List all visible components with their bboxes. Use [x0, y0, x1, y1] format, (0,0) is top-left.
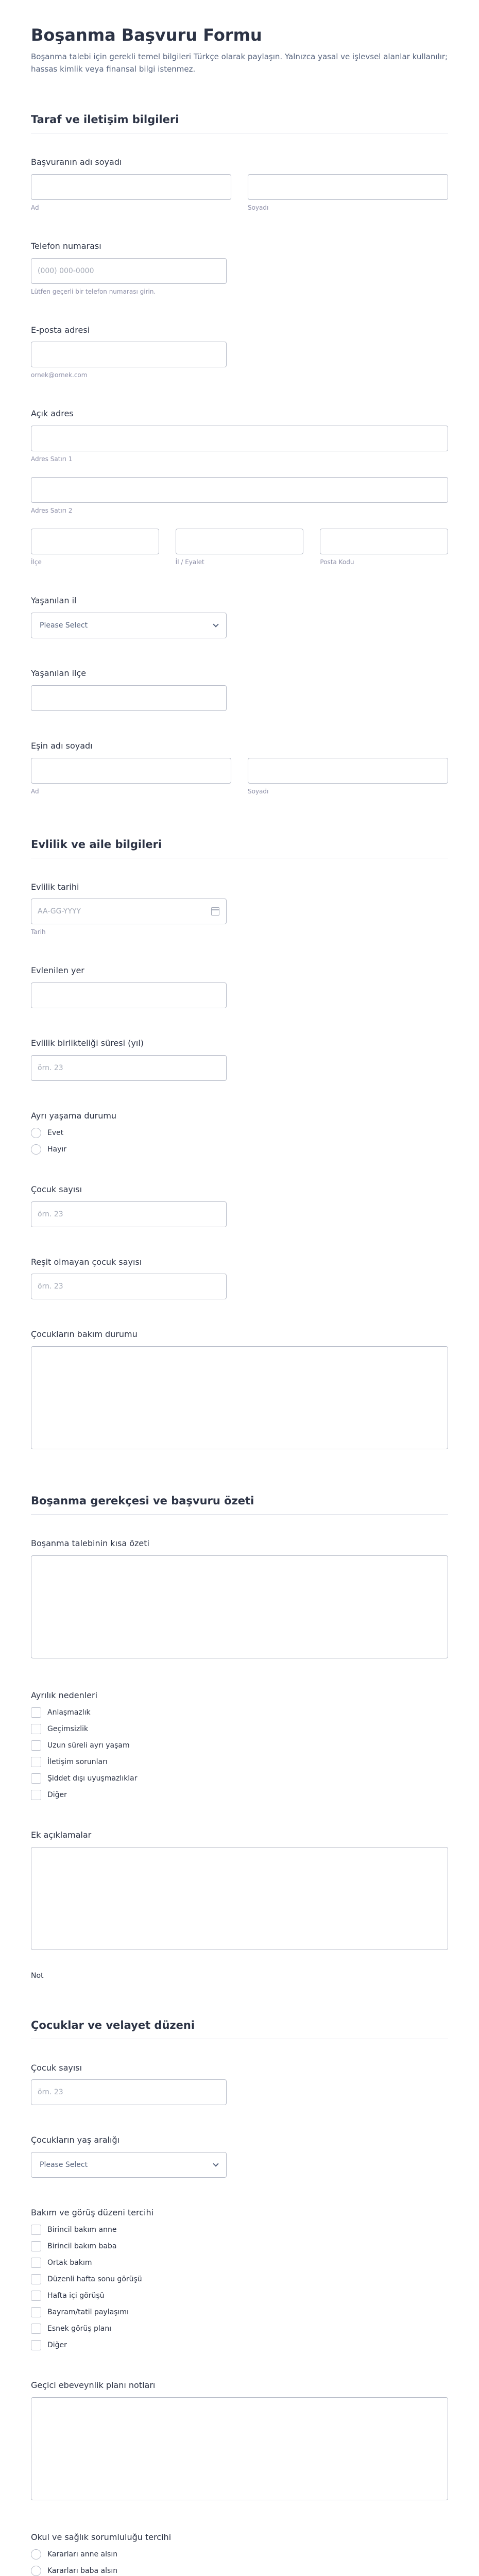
sublabel: Adres Satırı 1	[31, 455, 73, 463]
extra-notes-textarea[interactable]	[31, 1847, 448, 1950]
note-text: Not	[31, 1971, 44, 1980]
minor-children-field	[31, 1257, 448, 1300]
first-name-input[interactable]	[31, 174, 231, 200]
summary-field	[31, 1538, 448, 1660]
calendar-icon[interactable]	[211, 907, 219, 916]
checkbox[interactable]	[31, 2225, 41, 2235]
sublabel: İl / Eyalet	[175, 558, 204, 566]
spouse-last-name-input[interactable]	[248, 758, 448, 784]
option-label: Hayır	[47, 1145, 67, 1154]
age-range-field	[31, 2135, 448, 2178]
parenting-plan-field	[31, 2380, 448, 2502]
sublabel: Soyadı	[248, 204, 269, 211]
checkbox[interactable]	[31, 1724, 41, 1734]
field-label: Boşanma talebinin kısa özeti	[31, 1538, 149, 1549]
sublabel: Posta Kodu	[320, 558, 354, 566]
field-label: Yaşanılan il	[31, 596, 77, 606]
checkbox[interactable]	[31, 2307, 41, 2317]
checkbox[interactable]	[31, 1757, 41, 1767]
address-field	[31, 409, 448, 566]
checkbox[interactable]	[31, 2241, 41, 2251]
sublabel: Adres Satırı 2	[31, 507, 73, 515]
section-title-reasons: Boşanma gerekçesi ve başvuru özeti	[31, 1481, 448, 1515]
field-label: Yaşanılan ilçe	[31, 668, 87, 678]
radio-option[interactable]	[31, 2549, 448, 2560]
sublabel: Ad	[31, 204, 39, 211]
option-label: Geçimsizlik	[47, 1724, 89, 1733]
child-count-field	[31, 2063, 448, 2106]
checkbox-option[interactable]	[31, 2291, 448, 2301]
sublabel: Tarih	[31, 928, 46, 936]
city-input[interactable]	[31, 529, 159, 554]
checkbox-option[interactable]	[31, 2241, 448, 2251]
duration-input[interactable]	[31, 1055, 227, 1081]
checkbox-option[interactable]	[31, 2307, 448, 2317]
checkbox-option[interactable]	[31, 1773, 448, 1784]
chevron-down-icon	[213, 2161, 218, 2166]
address-line-1-input[interactable]	[31, 426, 448, 451]
section-title-parties: Taraf ve iletişim bilgileri	[31, 100, 448, 133]
field-label: Ek açıklamalar	[31, 1829, 92, 1840]
radio-option[interactable]	[31, 2566, 448, 2576]
children-count-input[interactable]	[31, 1201, 227, 1227]
duration-field	[31, 1038, 448, 1081]
checkbox-option[interactable]	[31, 1757, 448, 1767]
form-header	[31, 25, 448, 75]
form-subtitle: Boşanma talebi için gerekli temel bilgileri Türkçe olarak paylaşın. Yalnızca yasal ve işlevsel alanlar kullanılır; hassas kimlik veya finansal bilgi istenmez.	[31, 52, 448, 74]
field-label: Çocukların bakım durumu	[31, 1329, 138, 1340]
phone-input[interactable]	[31, 258, 227, 284]
form-title: Boşanma Başvuru Formu	[31, 25, 262, 45]
radio-button[interactable]	[31, 1128, 41, 1138]
checkbox-option[interactable]	[31, 1724, 448, 1734]
checkbox[interactable]	[31, 2258, 41, 2268]
field-label: Okul ve sağlık sorumluluğu tercihi	[31, 2532, 172, 2542]
separate-living-field	[31, 1111, 448, 1155]
extra-notes-field	[31, 1830, 448, 1952]
option-label: Şiddet dışı uyuşmazlıklar	[47, 1774, 138, 1783]
minor-children-input[interactable]	[31, 1274, 227, 1299]
field-label: Çocukların yaş aralığı	[31, 2135, 120, 2145]
field-label: Reşit olmayan çocuk sayısı	[31, 1257, 142, 1267]
postal-code-input[interactable]	[320, 529, 448, 554]
section-title-marriage: Evlilik ve aile bilgileri	[31, 825, 448, 858]
spouse-name-field	[31, 741, 448, 795]
option-label: İletişim sorunları	[47, 1757, 108, 1766]
option-label: Esnek görüş planı	[47, 2324, 112, 2333]
checkbox-option[interactable]	[31, 2324, 448, 2334]
checkbox-option[interactable]	[31, 1707, 448, 1718]
option-label: Anlaşmazlık	[47, 1708, 91, 1717]
state-input[interactable]	[176, 529, 304, 554]
checkbox[interactable]	[31, 1773, 41, 1784]
district-field	[31, 668, 448, 711]
reasons-field	[31, 1690, 448, 1800]
email-field	[31, 325, 448, 379]
field-label: Evlenilen yer	[31, 965, 84, 976]
option-label: Uzun süreli ayrı yaşam	[47, 1741, 130, 1750]
radio-option[interactable]	[31, 1128, 448, 1138]
option-label: Diğer	[47, 2341, 67, 2349]
sublabel: Soyadı	[248, 787, 269, 795]
chevron-down-icon	[213, 621, 218, 627]
checkbox[interactable]	[31, 2291, 41, 2301]
children-care-field	[31, 1329, 448, 1451]
children-count-field	[31, 1184, 448, 1227]
sublabel: Lütfen geçerli bir telefon numarası girin.	[31, 287, 156, 295]
field-label: Geçici ebeveynlik planı notları	[31, 2380, 156, 2390]
parenting-plan-textarea[interactable]	[31, 2397, 448, 2500]
district-input[interactable]	[31, 685, 227, 711]
field-label: Ayrı yaşama durumu	[31, 1110, 117, 1121]
sublabel: Ad	[31, 787, 39, 795]
spouse-first-name-input[interactable]	[31, 758, 231, 784]
radio-button[interactable]	[31, 1144, 41, 1155]
field-label: Evlilik tarihi	[31, 882, 79, 892]
children-care-textarea[interactable]	[31, 1346, 448, 1449]
care-preference-field	[31, 2208, 448, 2350]
child-count-input[interactable]	[31, 2079, 227, 2105]
phone-field	[31, 241, 448, 295]
checkbox-option[interactable]	[31, 2274, 448, 2284]
option-label: Birincil bakım baba	[47, 2242, 117, 2250]
option-label: Hafta içi görüşü	[47, 2291, 105, 2300]
field-label: Çocuk sayısı	[31, 2062, 82, 2073]
applicant-name-field	[31, 157, 448, 211]
checkbox-option[interactable]	[31, 2258, 448, 2268]
checkbox-option[interactable]	[31, 1740, 448, 1751]
checkbox[interactable]	[31, 2324, 41, 2334]
checkbox[interactable]	[31, 1707, 41, 1718]
field-label: Açık adres	[31, 409, 74, 419]
marriage-place-field	[31, 965, 448, 1008]
marriage-date-field	[31, 882, 448, 936]
field-label: Evlilik birlikteliği süresi (yıl)	[31, 1038, 144, 1048]
option-label: Birincil bakım anne	[47, 2225, 117, 2234]
summary-textarea[interactable]	[31, 1555, 448, 1658]
checkbox-option[interactable]	[31, 2340, 448, 2350]
marriage-place-input[interactable]	[31, 982, 227, 1008]
checkbox-option[interactable]	[31, 1790, 448, 1800]
field-label: Telefon numarası	[31, 241, 101, 251]
field-label: Bakım ve görüş düzeni tercihi	[31, 2208, 154, 2218]
option-label: Bayram/tatil paylaşımı	[47, 2308, 129, 2316]
marriage-date-input[interactable]	[31, 899, 227, 924]
school-health-field	[31, 2532, 448, 2576]
option-label: Ortak bakım	[47, 2258, 92, 2267]
radio-option[interactable]	[31, 1144, 448, 1155]
select-value: Please Select	[40, 2161, 88, 2170]
checkbox[interactable]	[31, 2340, 41, 2350]
radio-button[interactable]	[31, 2566, 41, 2576]
field-label: Çocuk sayısı	[31, 1184, 82, 1194]
option-label: Kararları anne alsın	[47, 2550, 118, 2558]
checkbox[interactable]	[31, 1790, 41, 1800]
checkbox-option[interactable]	[31, 2225, 448, 2235]
sublabel: İlçe	[31, 558, 42, 566]
section-title-custody: Çocuklar ve velayet düzeni	[31, 2006, 448, 2039]
field-label: Eşin adı soyadı	[31, 740, 93, 751]
last-name-input[interactable]	[248, 174, 448, 200]
checkbox[interactable]	[31, 2274, 41, 2284]
province-field	[31, 596, 448, 638]
option-label: Düzenli hafta sonu görüşü	[47, 2275, 142, 2283]
option-label: Diğer	[47, 1790, 67, 1799]
field-label: Ayrılık nedenleri	[31, 1690, 98, 1700]
sublabel: ornek@ornek.com	[31, 371, 88, 379]
radio-button[interactable]	[31, 2549, 41, 2560]
field-label: Başvuranın adı soyadı	[31, 157, 122, 167]
option-label: Evet	[47, 1128, 64, 1137]
province-select[interactable]	[31, 613, 227, 638]
field-label: E-posta adresi	[31, 325, 90, 335]
address-line-2-input[interactable]	[31, 477, 448, 503]
checkbox[interactable]	[31, 1740, 41, 1751]
age-range-select[interactable]	[31, 2152, 227, 2178]
select-value: Please Select	[40, 621, 88, 630]
email-input[interactable]	[31, 342, 227, 367]
option-label: Kararları baba alsın	[47, 2566, 118, 2575]
